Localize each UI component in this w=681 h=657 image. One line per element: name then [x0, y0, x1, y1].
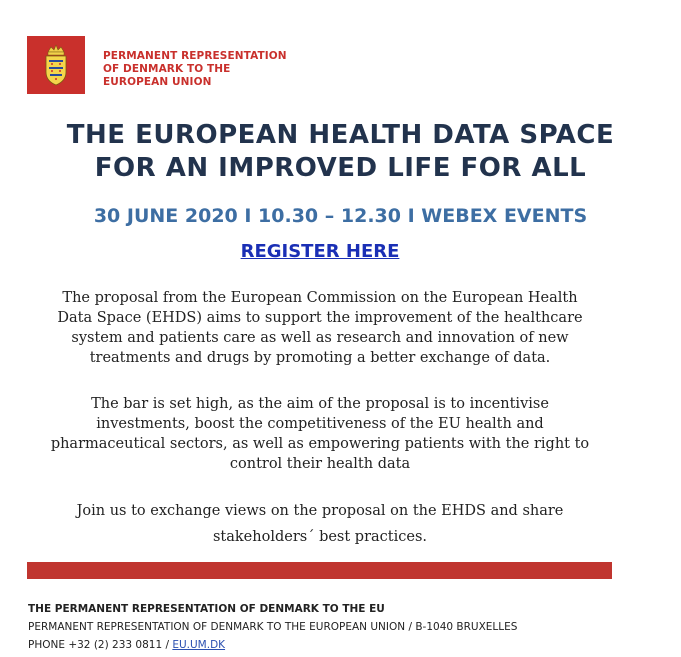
event-details: 30 JUNE 2020 I 10.30 – 12.30 I WEBEX EVENTS — [93, 205, 588, 227]
paragraph-line: The proposal from the European Commission on the European Health — [62, 290, 578, 306]
register-link[interactable]: REGISTER HERE — [240, 241, 400, 262]
title-line-2: FOR AN IMPROVED LIFE FOR ALL — [94, 153, 587, 183]
page-title — [0, 119, 681, 185]
paragraph-aim — [20, 394, 620, 474]
red-divider-bar — [27, 562, 612, 579]
org-name-line-3: EUROPEAN UNION — [103, 76, 212, 88]
title-line-1: THE EUROPEAN HEALTH DATA SPACE — [66, 120, 615, 150]
paragraph-line: pharmaceutical sectors, as well as empowering patients with the right to — [50, 436, 590, 452]
footer-phone: PHONE +32 (2) 233 0811 / — [28, 639, 173, 651]
org-name — [103, 50, 287, 89]
paragraph-line: Join us to exchange views on the proposal on the EHDS and share — [76, 503, 564, 519]
paragraph-proposal — [20, 288, 620, 368]
paragraph-line: system and patients care as well as research and innovation of new — [71, 330, 569, 346]
footer-contact — [28, 636, 517, 654]
coat-of-arms-logo — [27, 36, 85, 94]
paragraph-line: The bar is set high, as the aim of the proposal is to incentivise — [91, 396, 549, 412]
org-name-line-1: PERMANENT REPRESENTATION — [103, 50, 287, 62]
paragraph-line: investments, boost the competitiveness of the EU health and — [96, 416, 544, 432]
danish-coat-of-arms-icon — [27, 36, 85, 94]
paragraph-line: control their health data — [229, 456, 411, 472]
paragraph-line: stakeholders´ best practices. — [212, 529, 428, 545]
footer-address: PERMANENT REPRESENTATION OF DENMARK TO THE EUROPEAN UNION / B-1040 BRUXELLES — [28, 621, 518, 633]
org-name-line-2: OF DENMARK TO THE — [103, 63, 231, 75]
register-container — [0, 240, 640, 264]
paragraph-invitation — [20, 498, 620, 550]
website-link[interactable]: EU.UM.DK — [172, 639, 226, 651]
footer — [28, 600, 517, 654]
footer-title: THE PERMANENT REPRESENTATION OF DENMARK TO THE EU — [28, 603, 385, 615]
paragraph-line: Data Space (EHDS) aims to support the improvement of the healthcare — [57, 310, 583, 326]
paragraph-line: treatments and drugs by promoting a better exchange of data. — [89, 350, 551, 366]
